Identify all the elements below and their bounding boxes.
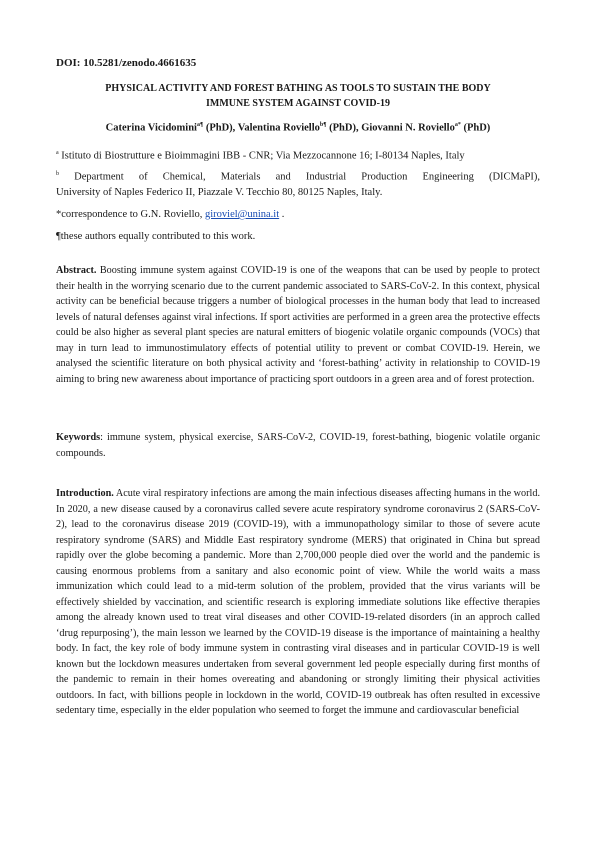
introduction-label: Introduction. bbox=[56, 488, 114, 499]
abstract-label: Abstract. bbox=[56, 265, 97, 276]
affiliation-a-text: Istituto di Biostrutture e Bioimmagini IBB - CNR; Via Mezzocannone 16; I-80134 Naples, Italy bbox=[61, 150, 465, 162]
author-1: Caterina Vicidomini bbox=[105, 122, 197, 134]
doi-line[interactable]: DOI: 10.5281/zenodo.4661635 bbox=[56, 57, 197, 69]
affiliation-b-text-1: Department of Chemical, Materials and Industrial Production Engineering (DICMaPI), bbox=[74, 171, 541, 183]
affiliation-b-line-2: University of Naples Federico II, Piazzale V. Tecchio 80, 80125 Naples, Italy. bbox=[56, 186, 383, 198]
correspondence-prefix: *correspondence to G.N. Roviello, bbox=[56, 209, 206, 220]
introduction-paragraph bbox=[56, 486, 540, 719]
affiliation-b-line-1 bbox=[56, 167, 540, 185]
correspondence-suffix: . bbox=[279, 209, 285, 220]
author-2-marks: b¶ bbox=[319, 122, 327, 128]
equal-contribution-note: ¶these authors equally contributed to this work. bbox=[56, 231, 256, 242]
abstract-text: Boosting immune system against COVID-19 is one of the weapons that can be used by people to protect their health in the worrying scenario due to the current pandemic associated to SARS-CoV-2. In this context, physical activity can be beneficial because triggers a number of biological processes in the human body that lead to increased levels of natural defenses against viral infections. If sport activities are performed in a green area the protective effects could be also higher as several plant species are natural emitters of biogenic volatile organic compounds (VOCs) that may in turn lead to immunostimulatory effects of potential utility to prevent or combat COVID-19. Herein, we analysed the scientific literature on both physical activity and ‘forest-bathing’ activity in relationship to COVID-19 aiming to bring new awareness about importance of practicing sport outdoors in a green area and of forest protection. bbox=[56, 265, 540, 385]
title-line-2: IMMUNE SYSTEM AGAINST COVID-19 bbox=[205, 98, 390, 109]
paper-title bbox=[56, 81, 540, 111]
author-3-degree: (PhD) bbox=[460, 122, 491, 134]
author-3-marks: a* bbox=[454, 122, 461, 128]
keywords-paragraph bbox=[56, 430, 540, 461]
affiliation-b bbox=[56, 167, 540, 200]
author-1-degree: (PhD), bbox=[203, 122, 238, 134]
title-line-1: PHYSICAL ACTIVITY AND FOREST BATHING AS TOOLS TO SUSTAIN THE BODY bbox=[105, 83, 491, 94]
abstract-paragraph bbox=[56, 263, 540, 387]
keywords-label: Keywords bbox=[56, 432, 101, 443]
author-3: Giovanni N. Roviello bbox=[361, 122, 455, 134]
affiliation-b-mark: b bbox=[56, 171, 59, 177]
author-1-marks: a¶ bbox=[196, 122, 204, 128]
affiliation-a bbox=[56, 146, 540, 164]
introduction-text: Acute viral respiratory infections are among the main infectious diseases affecting humans in the world. In 2020, a new disease caused by a coronavirus called severe acute respiratory syndrome coronavirus 2 (SARS-CoV-2), lead to the coronavirus disease 2019 (COVID-19), with a immunopathology similar to those of severe acute respiratory syndrome (SARS) and Middle East respiratory syndrome (MERS) that originated in China but spread rapidly over the globe becoming a pandemic. More than 2,700,000 people died over the world and the pandemic is causing enormous problems from a sanitary and also economic point of view. While the world waits a mass immunization which could lead to a mid-term solution of the problem, provided that the virus variants will be effectively shielded by vaccination, and scientific research is exploring immediate solutions like effective therapies among the already known used to treat viral diseases and other COVID-19-related disorders (in an approch called ‘drug repurposing’), the main lesson we learned by the COVID-19 disease is the importance of maintaining a healthy body. In fact, the key role of body immune system in contrasting viral diseases and in particular COVID-19 is well known but the lockdown measures undertaken from several government led people especially during first months of the pandemic to remain in their homes overeating and abandoning or strongly limiting their physical activities outdoors. In fact, with billions people in lockdown in the world, COVID-19 outbreak has often resulted in excessive sedentary time, especially in the elder population who seemed to forget the immune and cardiovascular beneficial bbox=[56, 488, 540, 716]
correspondence-email-link[interactable]: giroviel@unina.it bbox=[205, 209, 280, 220]
affiliation-a-mark: a bbox=[56, 150, 59, 156]
author-2: Valentina Roviello bbox=[237, 122, 320, 134]
correspondence-line bbox=[56, 207, 540, 222]
author-list bbox=[56, 122, 540, 134]
author-2-degree: (PhD), bbox=[326, 122, 362, 134]
keywords-text: : immune system, physical exercise, SARS-CoV-2, COVID-19, forest-bathing, biogenic volatile organic compounds. bbox=[56, 432, 540, 459]
